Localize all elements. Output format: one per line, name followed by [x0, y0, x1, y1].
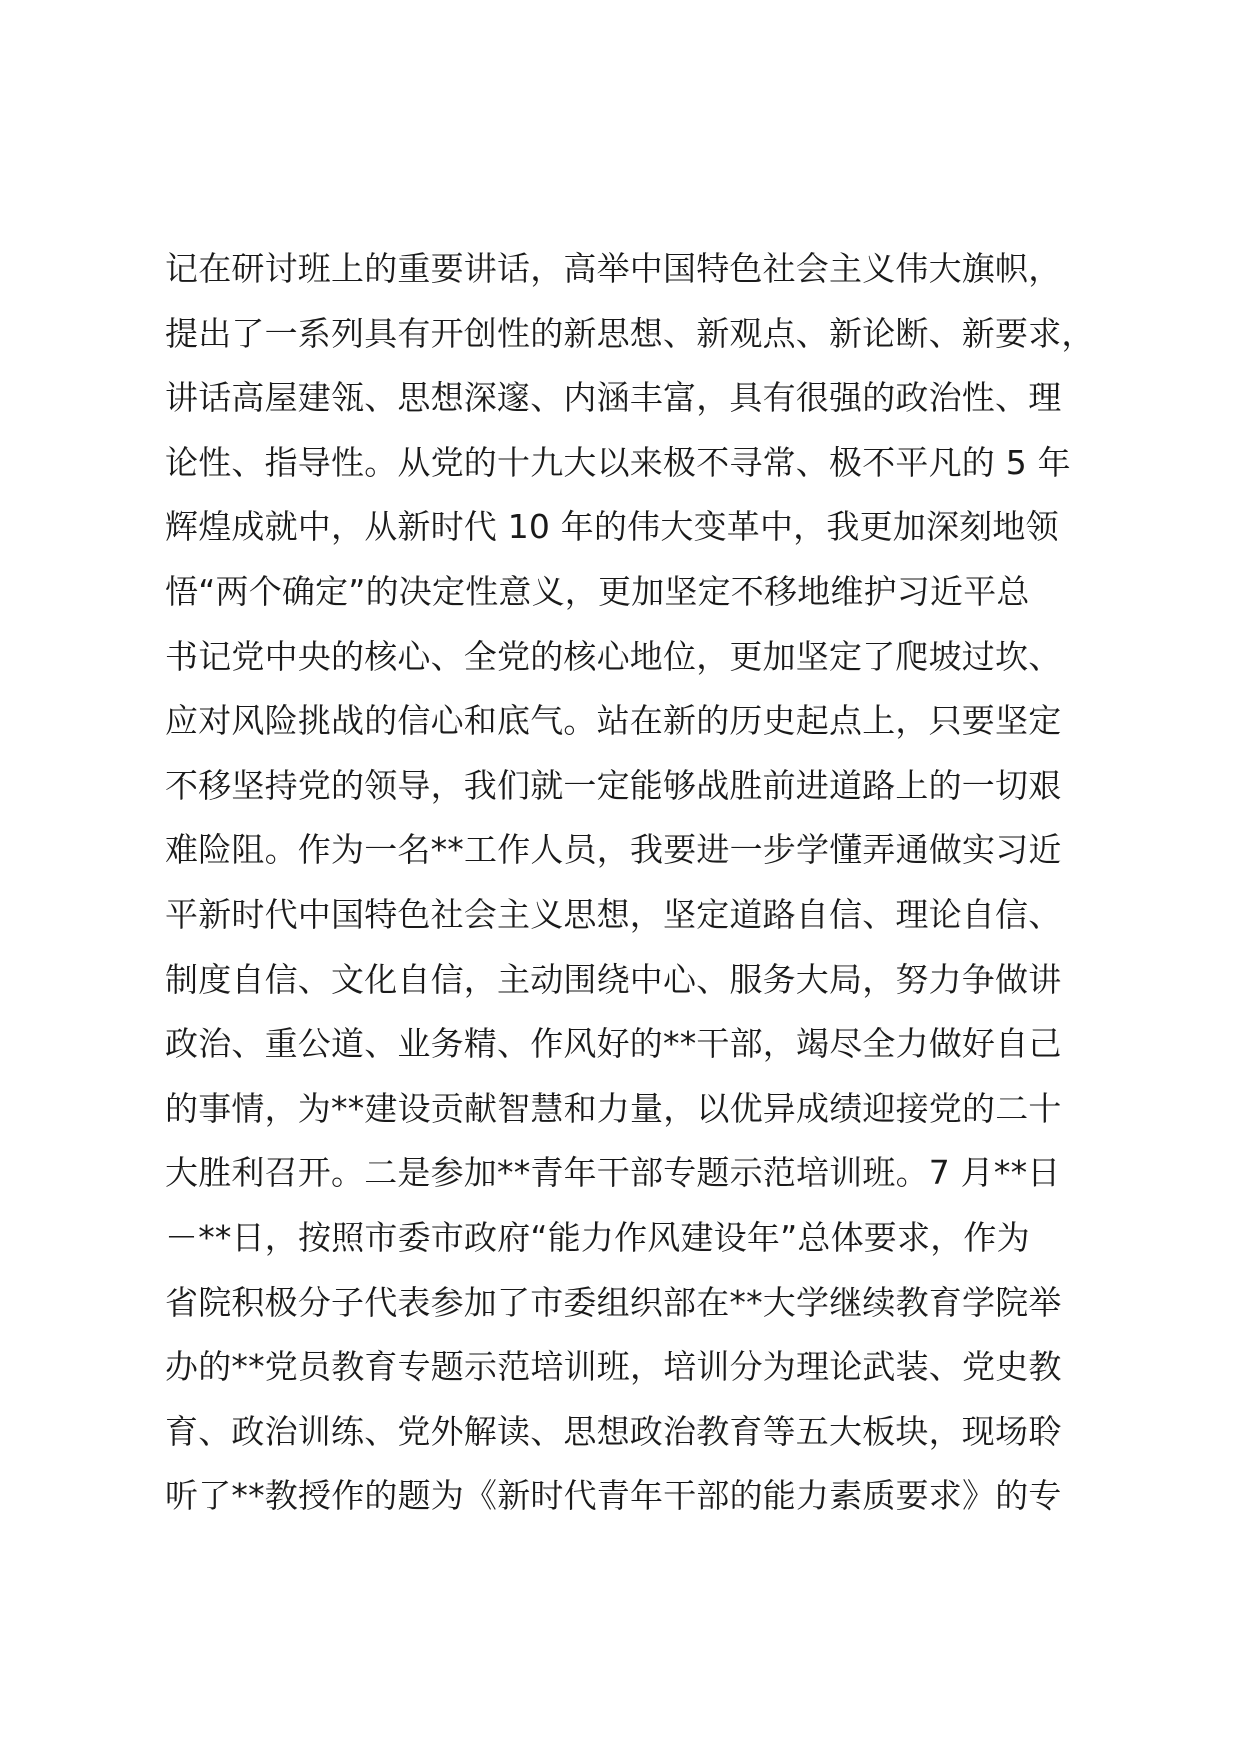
text-line: 难险阻。作为一名**工作人员，我要进一步学懂弄通做实习近	[165, 830, 1062, 870]
text-line: 办的**党员教育专题示范培训班，培训分为理论武装、党史教	[165, 1347, 1062, 1387]
text-line: 的事情，为**建设贡献智慧和力量，以优异成绩迎接党的二十	[165, 1088, 1062, 1128]
text-line: 书记党中央的核心、全党的核心地位，更加坚定了爬坡过坎、	[165, 636, 1062, 676]
text-line: 育、政治训练、党外解读、思想政治教育等五大板块，现场聆	[165, 1411, 1062, 1451]
text-line: 提出了一系列具有开创性的新思想、新观点、新论断、新要求，	[165, 313, 1095, 353]
text-line: 政治、重公道、业务精、作风好的**干部，竭尽全力做好自己	[165, 1024, 1062, 1064]
text-line: 省院积极分子代表参加了市委组织部在**大学继续教育学院举	[165, 1282, 1062, 1322]
text-line: 大胜利召开。二是参加**青年干部专题示范培训班。7 月**日	[165, 1153, 1061, 1193]
text-line: 记在研讨班上的重要讲话，高举中国特色社会主义伟大旗帜，	[165, 249, 1062, 288]
text-line: 平新时代中国特色社会主义思想，坚定道路自信、理论自信、	[165, 894, 1062, 934]
text-line: 制度自信、文化自信，主动围绕中心、服务大局，努力争做讲	[165, 959, 1062, 999]
text-line: －**日，按照市委市政府“能力作风建设年”总体要求，作为	[165, 1217, 1030, 1257]
body-paragraph	[165, 237, 1125, 1529]
text-line: 不移坚持党的领导，我们就一定能够战胜前进道路上的一切艰	[165, 765, 1062, 805]
text-line: 辉煌成就中，从新时代 10 年的伟大变革中，我更加深刻地领	[165, 507, 1059, 547]
text-line: 悟“两个确定”的决定性意义，更加坚定不移地维护习近平总	[165, 571, 1030, 611]
text-line: 论性、指导性。从党的十九大以来极不寻常、极不平凡的 5 年	[165, 442, 1071, 482]
text-line: 应对风险挑战的信心和底气。站在新的历史起点上，只要坚定	[165, 701, 1062, 741]
text-line: 讲话高屋建瓴、思想深邃、内涵丰富，具有很强的政治性、理	[165, 378, 1062, 418]
text-line: 听了**教授作的题为《新时代青年干部的能力素质要求》的专	[165, 1476, 1062, 1516]
